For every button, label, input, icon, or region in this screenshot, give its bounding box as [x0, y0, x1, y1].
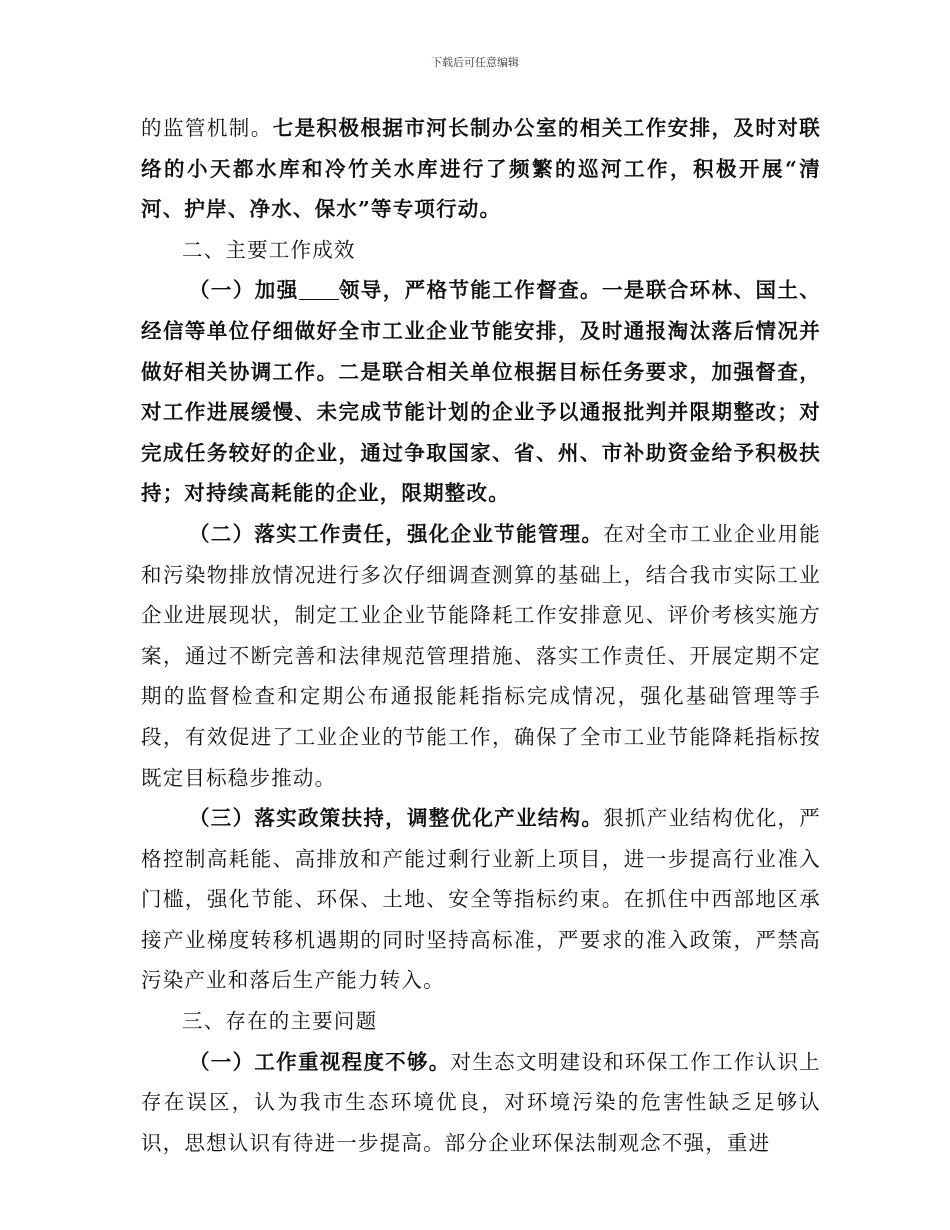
paragraph-text: 的监管机制。: [141, 116, 273, 140]
paragraph-bold-text: （二）落实工作责任，强化企业节能管理。: [189, 521, 604, 546]
paragraph-bold-text: （一）工作重视程度不够。: [189, 1049, 451, 1074]
section-heading-3: 三、存在的主要问题: [182, 1009, 378, 1034]
paragraph-problems: [141, 1042, 821, 1164]
document-body: [141, 108, 821, 1163]
paragraph-policy: [141, 798, 821, 1001]
paragraph-continuation: [141, 108, 821, 230]
paragraph-bold-text: 领导，严格节能工作督查。一是联合环林、国土、经信等单位仔细做好全市工业企业节能安排，及时通报淘汰落后情况并做好相关协调工作。二是联合相关单位根据目标任务要求，加强督查，对工作进展缓慢、未完成节能计划的企业予以通报批判并限期整改；对完成任务较好的企业，通过争取国家、省、州、市补助资金给予积极扶持；对持续高耗能的企业，限期整改。: [141, 278, 822, 506]
page-header: 下载后可任意编辑: [431, 56, 519, 69]
paragraph-text: 对生态文明建设和环保工作工作认识上存在误区，认为我市生态环境优良，对环境污染的危害性缺乏足够认识，思想认识有待进一步提高。部分企业环保法制观念不强，重进: [141, 1049, 821, 1155]
paragraph-text: 在对全市工业企业用能和污染物排放情况进行多次仔细调查测算的基础上，结合我市实际工业企业进展现状，制定工业企业节能降耗工作安排意见、评价考核实施方案，通过不断完善和法律规范管理措施、落实工作责任、开展定期不定期的监督检查和定期公布通报能耗指标完成情况，强化基础管理等手段，有效促进了工业企业的节能工作，确保了全市工业节能降耗指标按既定目标稳步推动。: [141, 521, 821, 790]
paragraph-bold-text: （三）落实政策扶持，调整优化产业结构。: [189, 806, 604, 831]
paragraph-bold-text: 七是积极根据市河长制办公室的相关工作安排，及时对联络的小天都水库和冷竹关水库进行了频繁的巡河工作，积极开展“清河、护岸、净水、保水”等专项行动。: [141, 116, 822, 222]
paragraph-leadership: [141, 270, 821, 514]
paragraph-text: 狠抓产业结构优化，严格控制高耗能、高排放和产能过剩行业新上项目，进一步提高行业准入门槛，强化节能、环保、土地、安全等指标约束。在抓住中西部地区承接产业梯度转移机遇期的同时坚持高标准，严要求的准入政策，严禁高污染产业和落后生产能力转入。: [141, 806, 821, 993]
section-heading-2: 二、主要工作成效: [182, 237, 356, 262]
fill-in-blank: [299, 279, 339, 301]
paragraph-bold-text: （一）加强: [189, 278, 299, 303]
paragraph-responsibility: [141, 514, 821, 798]
